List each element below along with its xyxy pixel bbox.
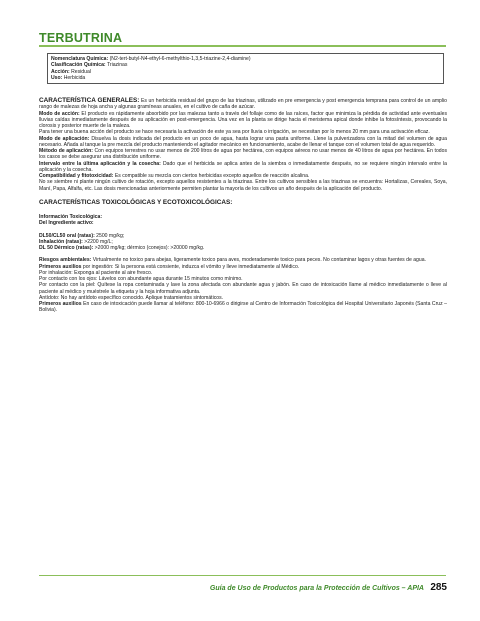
compatibility-label: Compatibilidad y fitotoxicidad: [39,173,114,179]
first-aid-contact [39,301,447,314]
nomenclature-value: (N2-tert-butyl-N4-ethyl-6-methylthio-1,3,5-triazine-2,4-diamine) [108,56,251,62]
rotation-note: No se siembre ni plante ningún cultivo de rotación, excepto aquellos resistentes a la triazinas. Entre los cultivos sensibles a las triazinas se encuentra: Hortalizas, Cereales, Soya, Maní, Papa, Alfalfa, etc. Las dosis mencionadas anteriormente permiten plantar la mayoría de los cultivos un año después de la aplicación del producto. [39,179,447,192]
application-mode-text: Disuelva la dosis indicada del producto en un poco de agua, hasta lograr una pasta uniforme. Llene la pulverizadora con la mitad del volumen de agua necesario. Añada al tanque la pre mezcla del producto manteniendo el agitador mecánico en funcionamiento, acabe de llenar el tanque con el volumen total de agua requerido. [39,135,448,148]
antidote: Antídoto: No hay antídoto específico conocido. Aplique tratamientos sintomáticos. [39,294,224,301]
use-label: Uso: [51,74,63,81]
active-ingredient-label: Del Ingrediente activo: [39,220,94,227]
environmental-risks-label: Riesgos ambientales: [39,257,92,264]
harvest-interval-label: Intervalo entre la última aplicación y la cosecha: [39,160,161,167]
page-number: 285 [430,582,447,593]
chemical-class-value: Triazinas [105,62,128,69]
tox-info-label: Información Toxicológica: [39,214,103,220]
inhalation-label: Inhalación (ratas): [39,238,83,245]
first-aid-contact-label: Primeros auxilios [39,301,82,307]
inhalation-text: >2200 mg/L; [82,238,113,245]
nomenclature-label: Nomenclatura Química: [51,56,109,62]
oral-ld50-value: 2500 mg/kg; [94,232,125,239]
mode-of-action-label: Modo de acción: [39,110,80,117]
application-method-label: Método de aplicación: [39,148,93,154]
page-title: TERBUTRINA [39,31,123,45]
first-aid-contact-text: En caso de intoxicación puede llamar al teléfono: 800-10-6966 o dirigirse al Centro de Información Toxicológica del Hospital Universitario Japonés (Santa Cruz – Bolivia). [39,301,448,314]
first-aid-inhalation: Por inhalación: Exponga al paciente al aire fresco. [39,269,153,276]
application-mode-label: Modo de aplicación: [39,135,90,142]
application-method-text: Con equipos terrestres no usar menos de 200 litros de agua por hectárea, con equipos aéreos no usar menos de 40 litros de agua por hectárea. En todos los casos se debe asegurar una distribución uniforme. [39,148,447,161]
action-label: Acción: [51,68,70,75]
first-aid-label: Primeros auxilios [39,263,82,270]
application-method [39,148,447,161]
footer-divider [39,575,446,576]
tox-heading: CARACTERÍSTICAS TOXICOLÓGICAS Y ECOTOXICOLÓGICAS: [39,198,233,206]
compatibility-text: Es compatible su mezcla con ciertos herbicidas excepto aquellos de reacción alcalina. [113,173,310,179]
title-divider [39,45,446,47]
harvest-interval [39,161,447,174]
footer-title: Guía de Uso de Productos para la Protección de Cultivos – APIA [209,585,424,592]
activation-note: Para tener una buena acción del producto se hace necesaria la activación de este ya sea por lluvia o irrigación, se necesitan por lo menos 20 mm para una activación eficaz. [39,129,430,136]
action-value: Residual [69,68,91,75]
chemical-class-label: Clasificación Química: [51,62,106,69]
classification-box [47,53,444,84]
application-mode [39,136,447,149]
dermal-ld50-label: DL 50 Dérmico (ratas): [39,245,94,251]
mode-of-action-text: El producto es rápidamente absorbido por las malezas tanto a través del follaje como de las raíces, factor que minimiza la pérdida de actividad ante eventuales lluvias caídas inmediatamente después de su aplicación en post-emergencia. Una vez en la planta se dirige hacia el meristema apical donde inhibe la fotosíntesis, provocando la clorosis y posterior muerte de la maleza. [39,110,448,129]
dermal-ld50-value: >2000 mg/kg; dérmico (conejos): >20000 mg/kg. [93,245,205,251]
first-aid-eyes: Por contacto con los ojos: Lávelos con abundante agua durante 15 minutos como mínimo. [39,276,243,282]
harvest-interval-text: Dado que el herbicida se aplica antes de la siembra o inmediatamente después, no se requiere ningún intervalo entre la aplicación y la cosecha. [39,160,448,173]
general-intro [39,98,447,111]
mode-of-action [39,111,447,130]
use-value: Herbicida [62,74,86,81]
use-row [51,75,440,81]
general-heading: CARACTERÍSTICA GENERALES: [39,97,140,104]
first-aid-skin: Por contacto con la piel: Quítese la ropa contaminada y lave la zona afectada con abundante agua y jabón. En caso de intoxicación llame al médico inmediatamente o lleve al paciente al médico y muéstrele la etiqueta y la hoja informativa adjunta. [39,282,447,295]
first-aid-ingestion-text: por ingestión: Si la persona está consiente, induzca el vómito y lleve inmediatamente al Médico. [81,263,300,270]
spacer [39,206,447,214]
oral-ld50-label: DL50/CL50 oral (ratas): [39,232,95,239]
environmental-risks-text: Virtualmente no toxico para abejas, ligeramente toxico para aves, moderadamente toxico para peces. No contaminar lagos y otras fuentes de agua. [91,257,426,264]
document-body [39,98,447,314]
general-intro-text: Es un herbicida residual del grupo de las triazinas, utilizado en pre emergencia y post emergencia temprana para control de un amplio rango de malezas de hoja ancha y algunas gramíneas anuales, en el cultivo de caña de azúcar. [39,98,447,111]
